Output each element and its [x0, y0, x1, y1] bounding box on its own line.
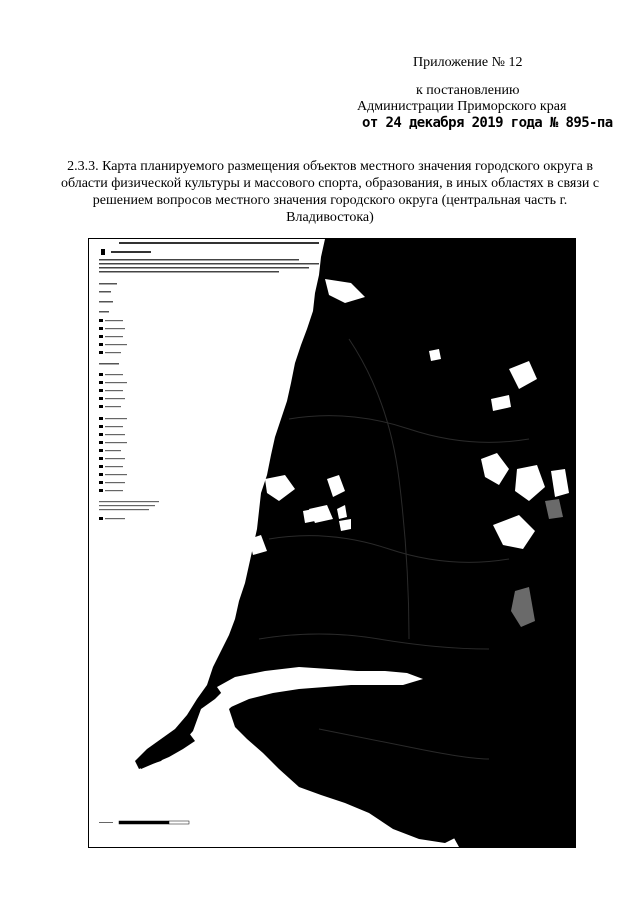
decree-authority: Администрации Приморского края	[357, 99, 567, 114]
map-drawing	[89, 239, 575, 847]
decree-date-number: от 24 декабря 2019 года № 895-па	[362, 115, 613, 131]
map-image	[88, 238, 576, 848]
scale-bar-icon	[99, 821, 189, 824]
decree-reference: к постановлению	[416, 83, 520, 98]
white-patch-9	[429, 349, 441, 361]
legend-icon	[99, 283, 159, 520]
map-header-lines	[99, 242, 319, 273]
white-patch-7	[339, 519, 351, 531]
appendix-number: Приложение № 12	[413, 55, 523, 70]
white-patch-8	[303, 509, 315, 523]
map-title: 2.3.3. Карта планируемого размещения объектов местного значения городского округа в области физической культуры и массового спорта, образования, в иных областях в связи с решением вопросов местного значения городского округа (центральная часть г. Владивостока)	[60, 159, 600, 225]
